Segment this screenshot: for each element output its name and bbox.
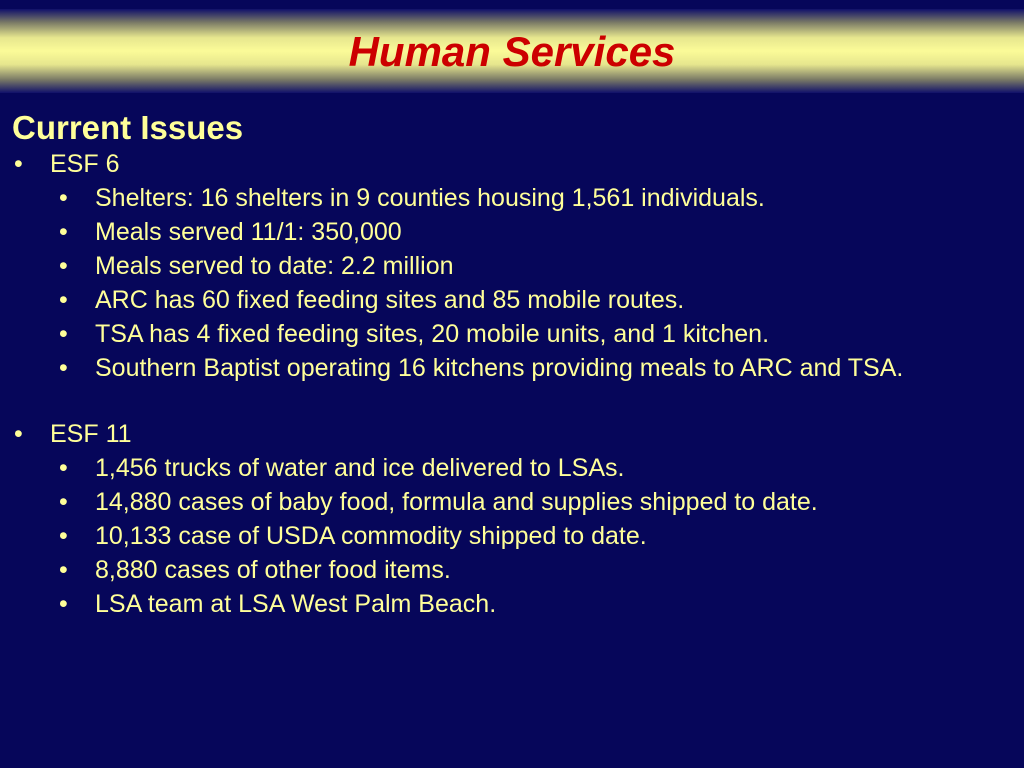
slide-title: Human Services: [348, 28, 676, 75]
sub-bullet: [12, 485, 1012, 519]
bullet-icon: •: [59, 556, 68, 584]
bullet-icon: •: [59, 590, 68, 618]
sub-bullet: [12, 553, 1012, 587]
sub-bullet: [12, 181, 1012, 215]
bullet-icon: •: [14, 420, 23, 448]
bullet-esf-6: [12, 148, 1012, 181]
bullet-esf-11: [12, 418, 1012, 451]
section-heading: Current Issues: [12, 109, 244, 146]
sub-bullet: [12, 351, 1012, 385]
bullet-icon: •: [59, 184, 68, 212]
bullet-icon: •: [59, 522, 68, 550]
bullet-icon: •: [59, 354, 68, 382]
bullet-icon: •: [59, 286, 68, 314]
sub-bullet-text: ARC has 60 fixed feeding sites and 85 mobile routes.: [95, 286, 685, 314]
sub-bullet-text: Shelters: 16 shelters in 9 counties housing 1,561 individuals.: [95, 184, 765, 212]
bullet-icon: •: [59, 218, 68, 246]
sub-bullet: [12, 519, 1012, 553]
bullet-label: ESF 6: [50, 150, 120, 178]
slide-content: [12, 108, 1012, 621]
sub-bullet-text: 8,880 cases of other food items.: [95, 556, 451, 584]
bullet-icon: •: [59, 488, 68, 516]
sub-bullet-text: LSA team at LSA West Palm Beach.: [95, 590, 497, 618]
sub-bullet-text: 14,880 cases of baby food, formula and supplies shipped to date.: [95, 488, 818, 516]
sub-bullet: [12, 317, 1012, 351]
bullet-label: ESF 11: [50, 420, 132, 448]
sub-bullet-text: Meals served 11/1: 350,000: [95, 218, 402, 246]
section-esf-11: [12, 418, 1012, 621]
sub-bullet-text: Southern Baptist operating 16 kitchens providing meals to ARC and TSA.: [95, 354, 904, 382]
sub-bullet: [12, 451, 1012, 485]
bullet-icon: •: [59, 454, 68, 482]
sub-bullet-text: 10,133 case of USDA commodity shipped to date.: [95, 522, 647, 550]
bullet-icon: •: [59, 252, 68, 280]
sub-bullet: [12, 215, 1012, 249]
sub-bullet: [12, 249, 1012, 283]
bullet-icon: •: [14, 150, 23, 178]
sub-bullet-text: 1,456 trucks of water and ice delivered to LSAs.: [95, 454, 625, 482]
sub-bullet-text: Meals served to date: 2.2 million: [95, 252, 454, 280]
sub-bullet-text: TSA has 4 fixed feeding sites, 20 mobile units, and 1 kitchen.: [95, 320, 770, 348]
spacer: [12, 385, 1012, 418]
section-esf-6: [12, 148, 1012, 385]
sub-bullet: [12, 587, 1012, 621]
sub-bullet: [12, 283, 1012, 317]
bullet-icon: •: [59, 320, 68, 348]
